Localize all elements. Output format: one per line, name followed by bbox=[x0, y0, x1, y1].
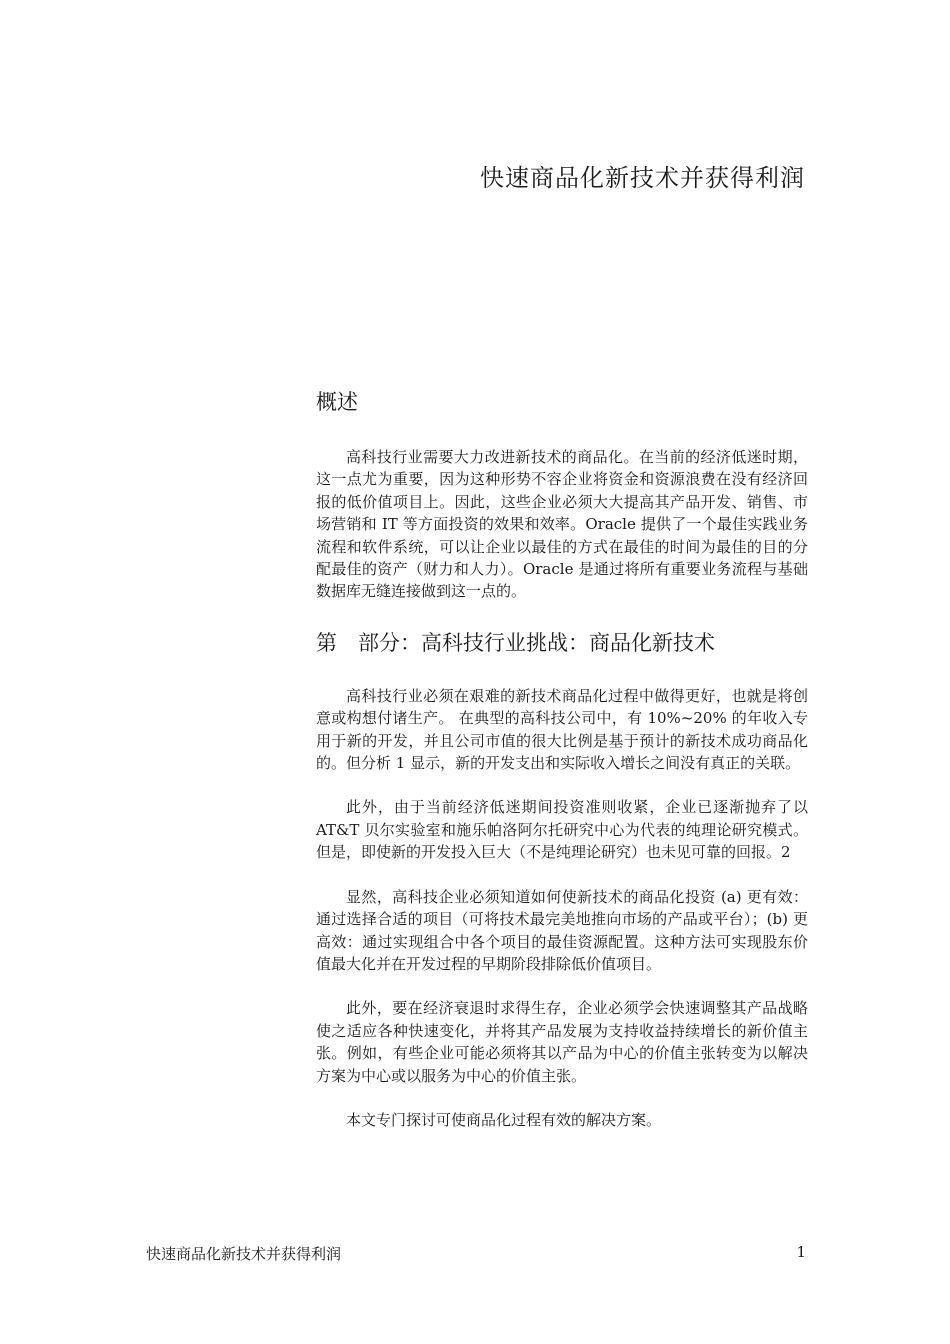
footer-title: 快速商品化新技术并获得利润 bbox=[146, 1245, 342, 1263]
paragraph: 此外，由于当前经济低迷期间投资准则收紧，企业已逐渐抛弃了以 AT&T 贝尔实验室和施乐帕洛阿尔托研究中心为代表的纯理论研究模式。但是，即使新的开发投入巨大（不是纯理论研究）也未见可靠的回报。2 bbox=[316, 798, 808, 862]
paragraph: 此外，要在经济衰退时求得生存，企业必须学会快速调整其产品战略使之适应各种快速变化，并将其产品发展为支持收益持续增长的新价值主张。例如，有些企业可能必须将其以产品为中心的价值主张转变为以解决方案为中心或以服务为中心的价值主张。 bbox=[316, 999, 808, 1085]
section-heading-overview: 概述 bbox=[316, 390, 358, 414]
paragraph: 高科技行业必须在艰难的新技术商品化过程中做得更好，也就是将创意或构想付诸生产。 在典型的高科技公司中，有 10%~20% 的年收入专用于新的开发，并且公司市值的很大比例是基于预计的新技术成功商品化的。但分析 1 显示，新的开发支出和实际收入增长之间没有真正的关联。 bbox=[316, 686, 808, 773]
paragraph: 本文专门探讨可使商品化过程有效的解决方案。 bbox=[346, 1110, 662, 1129]
page-title: 快速商品化新技术并获得利润 bbox=[480, 164, 805, 192]
paragraph-overview: 高科技行业需要大力改进新技术的商品化。在当前的经济低迷时期，这一点尤为重要，因为这种形势不容企业将资金和资源浪费在没有经济回报的低价值项目上。因此，这些企业必须大大提高其产品开发、销售、市场营销和 IT 等方面投资的效果和效率。Oracle 提供了一个最佳实践业务流程和软件系统，可以让企业以最佳的方式在最佳的时间为最佳的目的分配最佳的资产（财力和人力）。Oracle 是通过将所有重要业务流程与基础数据库无缝连接做到这一点的。 bbox=[316, 448, 808, 601]
document-body bbox=[316, 388, 808, 1153]
paragraph: 显然，高科技企业必须知道如何使新技术的商品化投资 (a) 更有效：通过选择合适的项目（可将技术最完美地推向市场的产品或平台）；(b) 更高效：通过实现组合中各个项目的最佳资源配置。这种方法可实现股东价值最大化并在开发过程的早期阶段排除低价值项目。 bbox=[316, 887, 808, 973]
page-footer bbox=[146, 1243, 806, 1264]
section-heading-part: 第 部分：高科技行业挑战：商品化新技术 bbox=[316, 630, 715, 655]
page-number: 1 bbox=[796, 1243, 806, 1261]
